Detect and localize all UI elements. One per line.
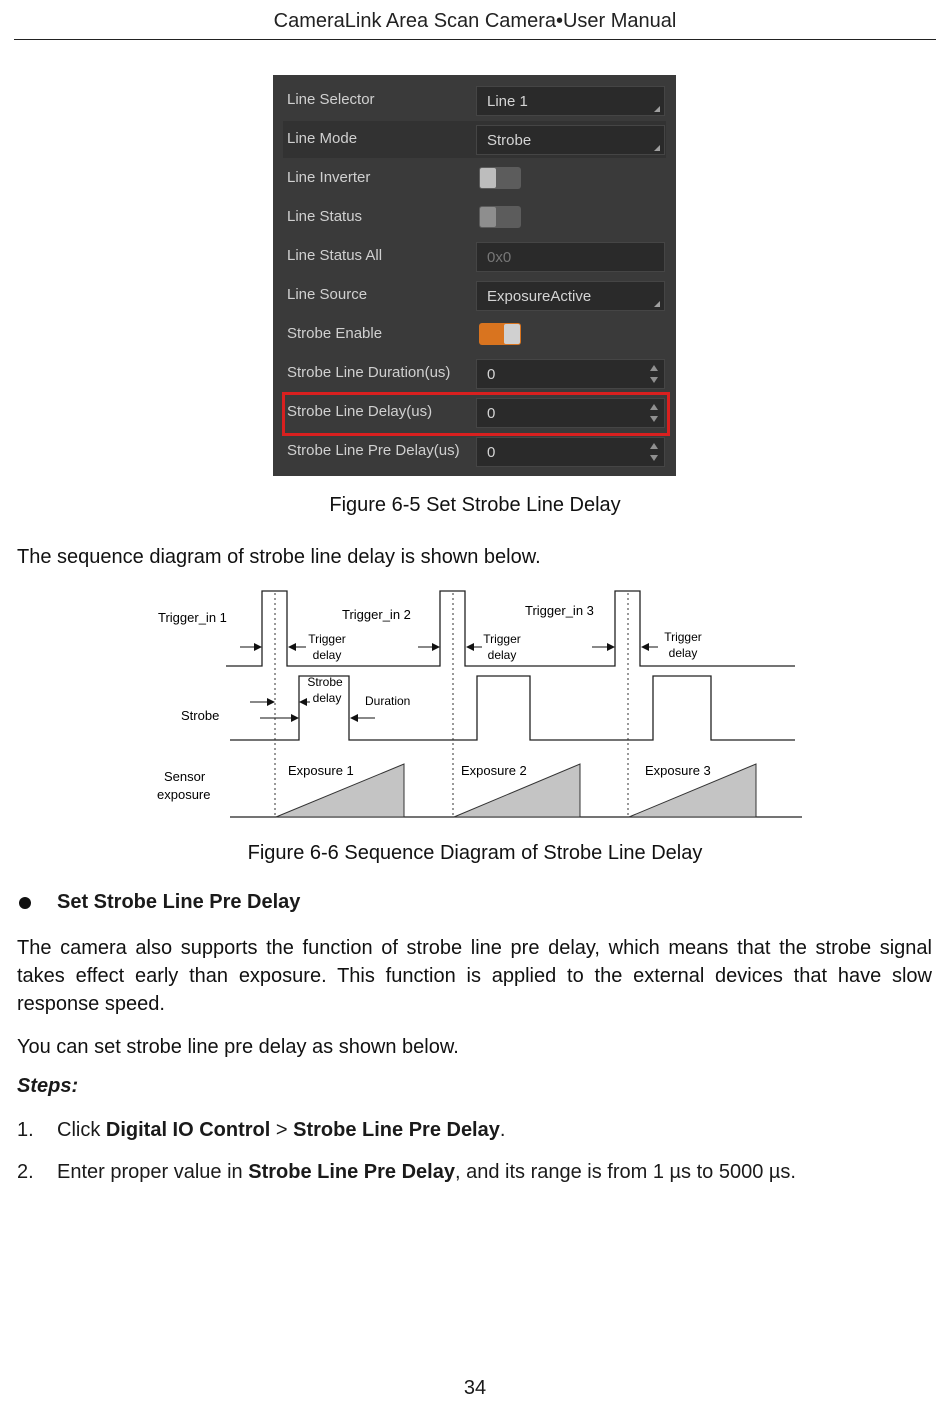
header-rule bbox=[14, 39, 936, 40]
trigger-delay-label: delay bbox=[312, 648, 342, 662]
exposure-label: Exposure 3 bbox=[645, 763, 711, 778]
body-paragraph: You can set strobe line pre delay as shown below. bbox=[17, 1036, 459, 1058]
input-value: 0 bbox=[487, 366, 496, 383]
input-value: 0 bbox=[487, 405, 496, 422]
figure-caption: Figure 6-6 Sequence Diagram of Strobe Line Delay bbox=[247, 842, 703, 864]
trigger-delay-label: Trigger bbox=[308, 632, 346, 646]
dropdown-value: Strobe bbox=[487, 132, 532, 149]
steps-label: Steps: bbox=[17, 1075, 79, 1097]
line-inverter-toggle[interactable] bbox=[479, 167, 521, 189]
strobe-line-pre-delay-input[interactable] bbox=[476, 437, 665, 467]
row-label: Strobe Line Pre Delay(us) bbox=[287, 442, 460, 459]
step-bold-text: Digital IO Control bbox=[105, 1119, 271, 1141]
dropdown-corner-icon bbox=[654, 301, 660, 307]
line-status-all-field bbox=[476, 242, 665, 272]
row-strobe-enable bbox=[283, 316, 666, 353]
trigger-row-label: Trigger_in 1 bbox=[158, 610, 227, 625]
strobe-line-duration-input[interactable] bbox=[476, 359, 665, 389]
dropdown-value: Line 1 bbox=[487, 93, 528, 110]
row-label: Strobe Line Delay(us) bbox=[287, 403, 433, 420]
spin-up-icon[interactable] bbox=[650, 443, 658, 449]
step-number: 2. bbox=[17, 1161, 34, 1183]
row-label: Line Status All bbox=[287, 247, 383, 264]
page-header: CameraLink Area Scan Camera•User Manual bbox=[273, 10, 677, 32]
row-line-source bbox=[283, 277, 666, 314]
step-text-part: > bbox=[270, 1119, 294, 1141]
field-value: 0x0 bbox=[487, 249, 512, 266]
row-line-inverter bbox=[283, 160, 666, 197]
spin-up-icon[interactable] bbox=[650, 365, 658, 371]
dropdown-corner-icon bbox=[654, 145, 660, 151]
step-bold-text: Strobe Line Pre Delay bbox=[248, 1161, 455, 1183]
row-line-selector bbox=[283, 82, 666, 119]
row-label: Line Mode bbox=[287, 130, 358, 147]
step-text bbox=[57, 1119, 505, 1142]
trigger-delay-label: delay bbox=[487, 648, 517, 662]
toggle-knob bbox=[504, 324, 520, 344]
row-label: Line Status bbox=[287, 208, 363, 225]
step-text-part: , and its range is from 1 µs to 5000 µs. bbox=[454, 1161, 796, 1183]
step-bold-text: Strobe Line Pre Delay bbox=[293, 1119, 500, 1141]
line-selector-dropdown[interactable] bbox=[476, 86, 665, 116]
intro-paragraph: The sequence diagram of strobe line delay is shown below. bbox=[17, 546, 541, 568]
duration-label: Duration bbox=[365, 694, 411, 708]
row-label: Line Selector bbox=[287, 91, 375, 108]
sensor-row-label: exposure bbox=[157, 787, 211, 802]
dropdown-value: ExposureActive bbox=[487, 288, 592, 305]
figure-caption: Figure 6-5 Set Strobe Line Delay bbox=[329, 494, 621, 516]
toggle-knob bbox=[480, 168, 496, 188]
line-source-dropdown[interactable] bbox=[476, 281, 665, 311]
section-title: Set Strobe Line Pre Delay bbox=[57, 891, 301, 913]
step-text-part: Click bbox=[57, 1119, 106, 1141]
trigger-delay-label: delay bbox=[668, 646, 698, 660]
spin-down-icon[interactable] bbox=[650, 377, 658, 383]
step-number: 1. bbox=[17, 1119, 34, 1141]
line-mode-dropdown[interactable] bbox=[476, 125, 665, 155]
trigger-delay-label: Trigger bbox=[664, 630, 702, 644]
step-text bbox=[57, 1161, 796, 1184]
bullet-icon bbox=[19, 897, 31, 909]
strobe-enable-toggle[interactable] bbox=[479, 323, 521, 345]
line-status-toggle bbox=[479, 206, 521, 228]
trigger-in-label: Trigger_in 3 bbox=[525, 603, 594, 618]
exposure-label: Exposure 2 bbox=[461, 763, 527, 778]
trigger-in-label: Trigger_in 2 bbox=[342, 607, 411, 622]
spin-down-icon[interactable] bbox=[650, 455, 658, 461]
exposure-label: Exposure 1 bbox=[288, 763, 354, 778]
strobe-delay-label: Strobe bbox=[307, 675, 343, 689]
strobe-row-label: Strobe bbox=[181, 708, 220, 723]
trigger-delay-label: Trigger bbox=[483, 632, 521, 646]
row-label: Strobe Enable bbox=[287, 325, 383, 342]
body-paragraph: The camera also supports the function of strobe line pre delay, which means that the strobe signal takes effect early than exposure. This function is applied to the external devices that have slow response speed. bbox=[17, 937, 932, 1015]
toggle-knob bbox=[480, 207, 496, 227]
row-strobe-line-pre-delay bbox=[283, 433, 666, 470]
row-label: Line Source bbox=[287, 286, 368, 303]
input-value: 0 bbox=[487, 444, 496, 461]
step-text-part: . bbox=[499, 1119, 506, 1141]
highlight-box bbox=[282, 392, 670, 436]
row-line-status bbox=[283, 199, 666, 236]
sensor-row-label: Sensor bbox=[164, 769, 206, 784]
strobe-delay-label: delay bbox=[312, 691, 342, 705]
row-strobe-line-duration bbox=[283, 355, 666, 392]
page-number: 34 bbox=[463, 1377, 487, 1399]
row-label: Strobe Line Duration(us) bbox=[287, 364, 451, 381]
row-label: Line Inverter bbox=[287, 169, 371, 186]
row-line-status-all bbox=[283, 238, 666, 275]
row-line-mode bbox=[283, 121, 666, 158]
step-text-part: Enter proper value in bbox=[57, 1161, 249, 1183]
sequence-diagram bbox=[0, 580, 950, 830]
dropdown-corner-icon bbox=[654, 106, 660, 112]
